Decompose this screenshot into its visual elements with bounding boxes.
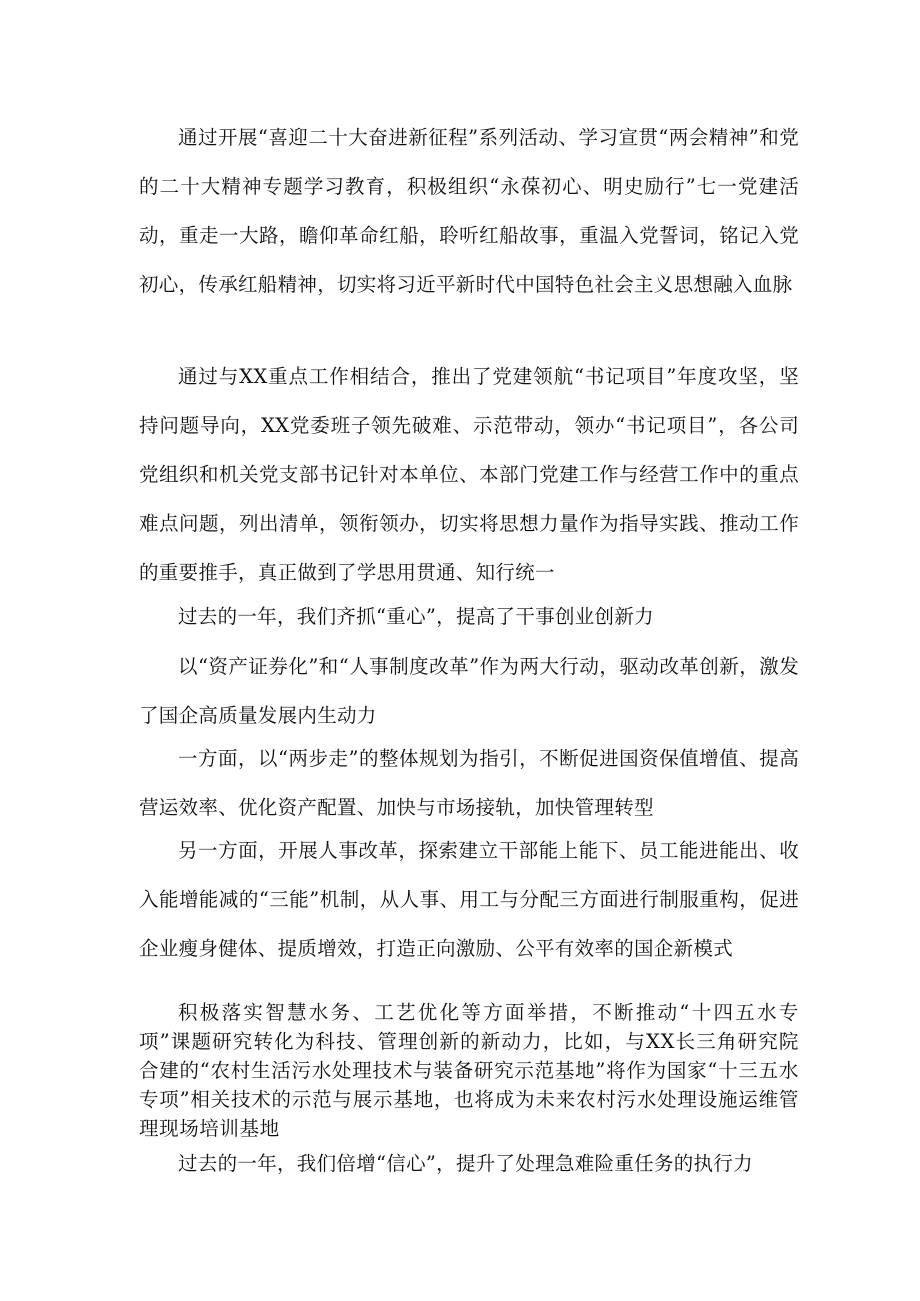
paragraph-two-actions: 以“资产证券化”和“人事制度改革”作为两大行动，驱动改革创新，激发了国企高质量发展内生动力	[139, 655, 799, 727]
paragraph-party-study-activities: 通过开展“喜迎二十大奋进新征程”系列活动、学习宣贯“两会精神”和党的二十大精神专题学习教育，积极组织“永葆初心、明史励行”七一党建活动，重走一大路，瞻仰革命红船，聆听红船故事，重温入党誓词，铭记入党初心，传承红船精神，切实将习近平新时代中国特色社会主义思想融入血脉	[139, 126, 799, 296]
paragraph-confidence-heading: 过去的一年，我们倍增“信心”，提升了处理急难险重任务的执行力	[178, 1152, 753, 1175]
paragraph-personnel-reform: 另一方面，开展人事改革，探索建立干部能上能下、员工能进能出、收入能增能减的“三能”机制，从人事、用工与分配三方面进行制服重构，促进企业瘦身健体、提质增效，打造正向激励、公平有效率的国企新模式	[139, 839, 799, 960]
paragraph-focus-heading: 过去的一年，我们齐抓“重心”，提高了干事创业创新力	[178, 605, 654, 628]
paragraph-secretary-project: 通过与XX重点工作相结合，推出了党建领航“书记项目”年度攻坚，坚持问题导向，XX党委班子领先破难、示范带动，领办“书记项目”，各公司党组织和机关党支部书记针对本单位、本部门党建工作与经营工作中的重点难点问题，列出清单，领衔领办，切实将思想力量作为指导实践、推动工作的重要推手，真正做到了学思用贯通、知行统一	[139, 365, 799, 584]
paragraph-two-step-plan: 一方面，以“两步走”的整体规划为指引，不断促进国资保值增值、提高营运效率、优化资产配置、加快与市场接轨，加快管理转型	[139, 747, 799, 819]
paragraph-smart-water: 积极落实智慧水务、工艺优化等方面举措，不断推动“十四五水专项”课题研究转化为科技、管理创新的新动力，比如，与XX长三角研究院合建的“农村生活污水处理技术与装备研究示范基地”将作为国家“十三五水专项”相关技术的示范与展示基地，也将成为未来农村污水处理设施运维管理现场培训基地	[139, 1001, 799, 1140]
